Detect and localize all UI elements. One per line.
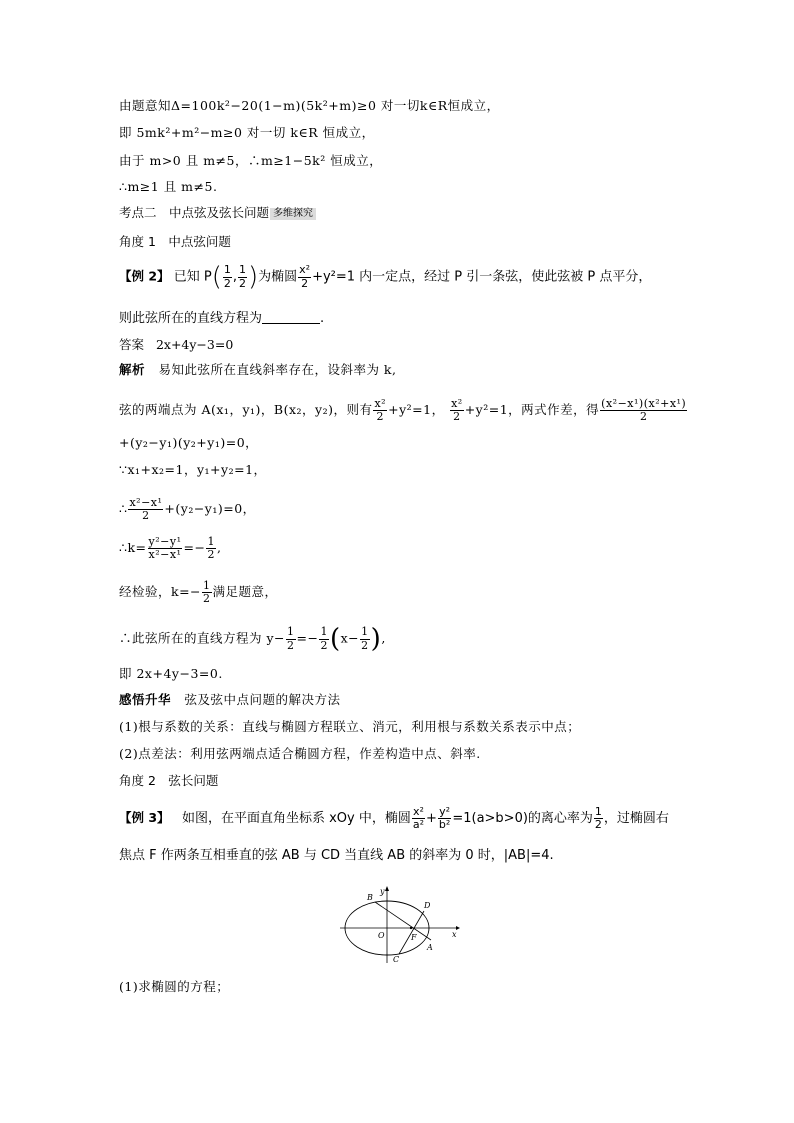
answer-blank	[262, 323, 320, 324]
solution-line-3: 由于 m>0 且 m≠5，∴m≥1−5k² 恒成立，	[119, 153, 383, 168]
label-o: O	[378, 931, 385, 940]
insight-point-1: (1)根与系数的关系：直线与椭圆方程联立、消元，利用根与系数关系表示中点；	[119, 719, 581, 734]
focus-point	[410, 927, 412, 929]
insight-point-2: (2)点差法：利用弦两端点适合椭圆方程，作差构造中点、斜率.	[119, 746, 481, 761]
answer-value: 2x+4y−3=0	[155, 337, 234, 352]
section-badge: 多维探究	[270, 208, 316, 220]
example-2-statement: 【例 2】 已知 P( $\frac{1}{2}$ , $\frac{1}{2}$ )为椭圆 $\frac{\text{x²}}{2}$ +y²=1 内一定点，经过 P 引一条弦，使此弦被 P 点平分，	[119, 262, 652, 292]
label-d: D	[424, 901, 431, 910]
y-axis-arrow	[385, 886, 389, 891]
analysis-line-4: ∵x₁+x₂=1，y₁+y₂=1，	[119, 462, 267, 477]
analysis-line-7: 经检验，k=− $\frac{1}{2}$ 满足题意，	[119, 579, 278, 606]
example-3-statement-2: 焦点 F 作两条互相垂直的弦 AB 与 CD 当直线 AB 的斜率为 0 时，|AB|=4.	[119, 848, 554, 863]
example-2-question: 则此弦所在的直线方程为 .	[119, 311, 325, 326]
example-2-label: 【例 2】	[119, 268, 170, 284]
angle-2-heading: 角度 2 弦长问题	[119, 773, 219, 788]
analysis-line-9: 即 2x+4y−3=0.	[119, 666, 223, 681]
insight-title: 弦及弦中点问题的解决方法	[184, 692, 341, 707]
analysis-line-1: 解析 易知此弦所在直线斜率存在，设斜率为 k,	[119, 362, 397, 377]
label-x: x	[452, 930, 457, 939]
label-f: F	[411, 933, 417, 942]
solution-line-1: 由题意知Δ=100k²−20(1−m)(5k²+m)≥0 对一切k∈R恒成立，	[119, 98, 500, 113]
solution-line-2: 即 5mk²+m²−m≥0 对一切 k∈R 恒成立，	[119, 125, 375, 140]
ellipse-figure	[338, 885, 462, 965]
analysis-label: 解析	[119, 362, 146, 377]
answer-line	[119, 339, 233, 352]
insight-heading	[119, 694, 340, 707]
label-b: B	[367, 893, 373, 902]
solution-line-4: ∴m≥1 且 m≠5.	[119, 179, 218, 194]
x-axis-arrow	[456, 926, 460, 930]
analysis-line-2: 弦的两端点为 A(x₁，y₁)，B(x₂，y₂)，则有 $\frac{\text{x²}}{2}$ +y²=1， $\frac{\text{x²}}{2}$ +y²=1，两式作差，得 $\frac{\text{(x²−x¹)(x²+x¹)}}{2}$	[119, 397, 687, 424]
angle-1-heading: 角度 1 中点弦问题	[119, 234, 231, 249]
section-heading	[119, 207, 316, 220]
label-c: C	[393, 955, 400, 964]
label-y: y	[380, 887, 385, 896]
section-title: 考点二 中点弦及弦长问题	[119, 205, 270, 220]
analysis-line-5: ∴ $\frac{\text{x²−x¹}}{2}$ +(y₂−y₁)=0，	[119, 496, 256, 523]
example-3-statement: 【例 3】 如图，在平面直角坐标系 xOy 中，椭圆 $\frac{\text{x²}}{\text{a²}}$ + $\frac{\text{y²}}{\text{b²}}$ =1(a>b>0)的离心率为 $\frac{1}{2}$ ，过椭圆右	[119, 805, 669, 832]
answer-label: 答案	[119, 337, 145, 352]
question-1: (1)求椭圆的方程；	[119, 979, 230, 994]
analysis-line-8: ∴此弦所在的直线方程为 y− $\frac{1}{2}$ =− $\frac{1}{2}$ (x− $\frac{1}{2}$ ),	[119, 624, 386, 654]
analysis-line-6: ∴k= $\frac{\text{y²−y¹}}{\text{x²−x¹}}$ =− $\frac{1}{2}$ ,	[119, 535, 222, 562]
example-3-label: 【例 3】	[119, 810, 170, 826]
analysis-line-3: +(y₂−y₁)(y₂+y₁)=0，	[119, 435, 259, 450]
insight-label: 感悟升华	[119, 692, 172, 707]
label-a: A	[427, 943, 433, 952]
